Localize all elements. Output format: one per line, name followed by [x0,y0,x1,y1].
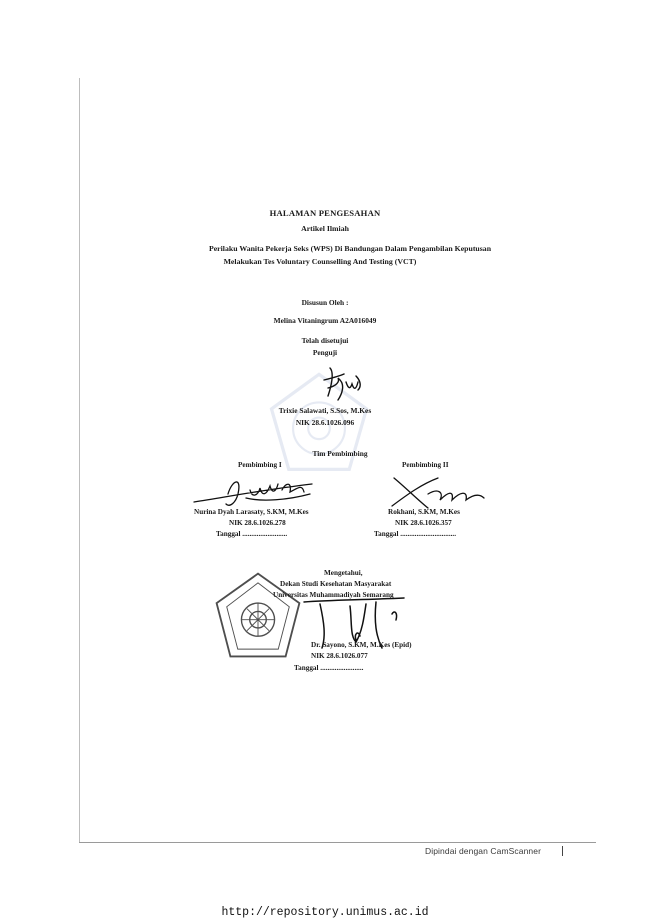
repository-url: http://repository.unimus.ac.id [221,906,429,919]
dean-date: Tanggal ........................ [294,664,364,672]
supervisor-1-label: Pembimbing I [238,461,282,469]
supervisor-1-nik: NIK 28.6.1026.278 [229,519,286,527]
acknowledged-label: Mengetahui, [324,569,363,577]
supervisor-2-name: Rokhani, S.KM, M.Kes [388,508,460,516]
page-left-edge [79,78,80,842]
dean-position-line-1: Dekan Studi Kesehatan Masyarakat [280,580,392,588]
compiled-by-label: Disusun Oleh : [301,298,349,307]
author-name: Melina Vitaningrum A2A016049 [273,316,377,325]
text-cursor-mark [562,846,563,856]
approved-label: Telah disetujui [301,336,349,345]
supervisor-1-name: Nurina Dyah Larasaty, S.KM, M.Kes [194,508,309,516]
page-title: HALAMAN PENGESAHAN [269,208,381,218]
supervisor-team-label: Tim Pembimbing [312,449,368,458]
examiner-signature [318,362,366,408]
document-type: Artikel Ilmiah [301,224,349,233]
article-title-line-1: Perilaku Wanita Pekerja Seks (WPS) Di Bandungan Dalam Pengambilan Keputusan [208,244,492,253]
supervisor-1-signature [192,468,324,510]
examiner-name: Trixie Salawati, S.Sos, M.Kes [278,406,372,415]
supervisor-2-date: Tanggal ............................... [374,530,457,538]
supervisor-2-signature [388,472,488,512]
examiner-label: Penguji [312,348,338,357]
supervisor-2-label: Pembimbing II [402,461,449,469]
dean-name: Dr. Sayono, S.KM, M.Kes (Epid) [311,641,412,649]
examiner-nik: NIK 28.6.1026.096 [295,418,355,427]
faculty-stamp [212,568,304,664]
scanner-credit: Dipindai dengan CamScanner [425,846,542,856]
article-title-line-2: Melakukan Tes Voluntary Counselling And Testing (VCT) [223,257,417,266]
supervisor-2-nik: NIK 28.6.1026.357 [395,519,452,527]
dean-position-line-2: Universitas Muhammadiyah Semarang [273,591,394,599]
page-bottom-edge [79,842,596,843]
supervisor-1-date: Tanggal ......................... [216,530,288,538]
dean-nik: NIK 28.6.1026.077 [311,652,368,660]
